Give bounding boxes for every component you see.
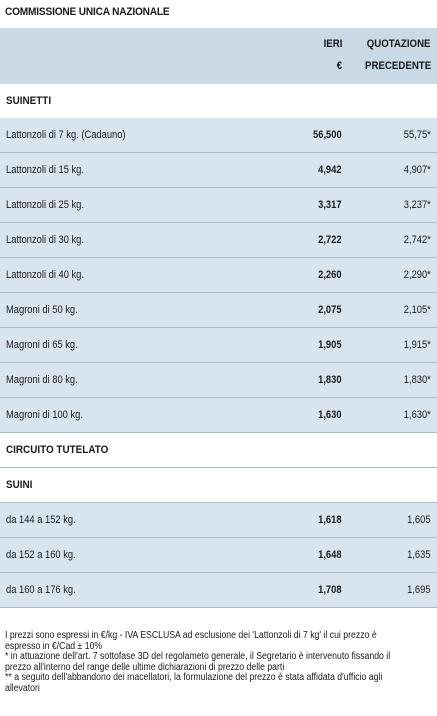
- row-ieri: 4,942: [318, 164, 342, 176]
- footnote-line: ** a seguito dell'abbandono dei macellatori, la formulazione del prezzo è stata affidata d'ufficio agli: [5, 672, 383, 683]
- row-name: da 144 a 152 kg.: [6, 514, 76, 526]
- table-row: [0, 188, 437, 223]
- row-precedente: 1,630*: [403, 409, 431, 421]
- row-ieri: 2,075: [318, 304, 342, 316]
- row-precedente: 1,605: [407, 514, 431, 526]
- row-precedente: 3,237*: [403, 199, 431, 211]
- row-precedente: 55,75*: [403, 129, 431, 141]
- row-name: da 160 a 176 kg.: [6, 584, 76, 596]
- row-precedente: 2,105*: [403, 304, 431, 316]
- row-name: Magroni di 80 kg.: [6, 374, 78, 386]
- section-label: SUINI: [6, 479, 33, 491]
- row-precedente: 1,635: [407, 549, 431, 561]
- row-precedente: 1,915*: [403, 339, 431, 351]
- table-row: [0, 293, 437, 328]
- footnote-line: prezzo all'interno del range delle ultime dichiarazioni di prezzo delle parti: [5, 661, 285, 673]
- table-row: [0, 328, 437, 363]
- row-name: Magroni di 100 kg.: [6, 409, 83, 421]
- row-ieri: 1,648: [318, 549, 342, 561]
- footnotes: [5, 630, 391, 694]
- row-ieri: 3,317: [318, 199, 342, 211]
- row-name: Magroni di 50 kg.: [6, 304, 78, 316]
- section-suini: [0, 468, 437, 503]
- footnote-line: * in attuazione dell'art. 7 sottofase 3D del regolameto generale, il Segretario è intervenuto fissando il: [5, 651, 391, 662]
- header-precedente: PRECEDENTE: [364, 60, 431, 72]
- header-ieri: IERI: [323, 38, 342, 50]
- section-label: CIRCUITO TUTELATO: [6, 444, 109, 456]
- section-label: SUINETTI: [6, 95, 52, 107]
- row-name: Lattonzoli di 30 kg.: [6, 234, 84, 246]
- row-name: da 152 a 160 kg.: [6, 549, 76, 561]
- footnote-line: allevatori: [5, 682, 40, 694]
- table-row: [0, 398, 437, 433]
- footnote-line: espresso in €/Cad ± 10%: [5, 640, 103, 652]
- row-name: Lattonzoli di 7 kg. (Cadauno): [6, 129, 126, 141]
- row-ieri: 56,500: [313, 129, 342, 141]
- row-ieri: 2,722: [318, 234, 342, 246]
- header-euro: €: [336, 60, 342, 72]
- row-precedente: 1,830*: [403, 374, 431, 386]
- row-precedente: 4,907*: [403, 164, 431, 176]
- row-precedente: 1,695: [407, 584, 431, 596]
- table-row: [0, 363, 437, 398]
- row-precedente: 2,742*: [403, 234, 431, 246]
- row-ieri: 1,830: [318, 374, 342, 386]
- table-row: [0, 223, 437, 258]
- document-title: COMMISSIONE UNICA NAZIONALE: [5, 6, 170, 18]
- row-ieri: 1,708: [318, 584, 342, 596]
- table-header: [0, 28, 437, 84]
- row-precedente: 2,290*: [403, 269, 431, 281]
- row-name: Lattonzoli di 15 kg.: [6, 164, 84, 176]
- row-ieri: 2,260: [318, 269, 342, 281]
- row-ieri: 1,630: [318, 409, 342, 421]
- table-row: [0, 153, 437, 188]
- section-suinetti: [0, 84, 437, 119]
- row-ieri: 1,618: [318, 514, 342, 526]
- table-row: [0, 118, 437, 153]
- table-row: [0, 538, 437, 573]
- row-ieri: 1,905: [318, 339, 342, 351]
- footnote-line: I prezzi sono espressi in €/kg - IVA ESCLUSA ad esclusione dei 'Lattonzoli di 7 kg' il cui prezzo è: [5, 630, 377, 641]
- row-name: Lattonzoli di 40 kg.: [6, 269, 84, 281]
- section-circuito-tutelato: [0, 433, 437, 468]
- table-row: [0, 503, 437, 538]
- row-name: Lattonzoli di 25 kg.: [6, 199, 84, 211]
- row-name: Magroni di 65 kg.: [6, 339, 78, 351]
- header-quotazione: QUOTAZIONE: [367, 38, 431, 50]
- table-row: [0, 573, 437, 608]
- table-row: [0, 258, 437, 293]
